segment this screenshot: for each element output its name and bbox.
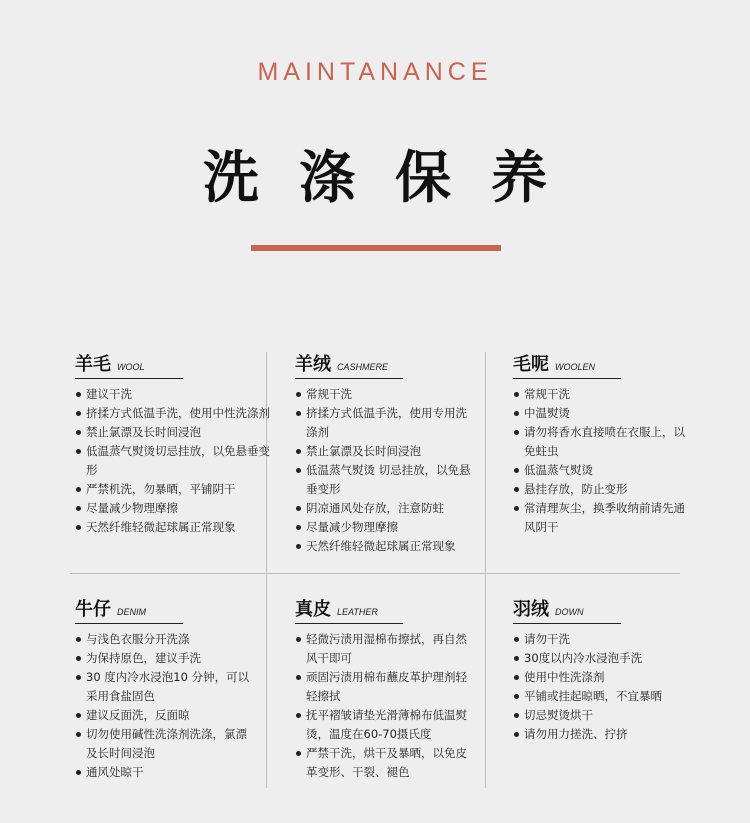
care-item: 中温熨烫 bbox=[513, 404, 693, 423]
care-item: 低温蒸气熨烫 bbox=[513, 461, 693, 480]
care-item: 建议干洗 bbox=[75, 385, 275, 404]
care-item: 30度以内冷水浸泡手洗 bbox=[513, 649, 693, 668]
section-cashmere bbox=[295, 350, 475, 556]
section-title: 牛仔 DENIM bbox=[75, 595, 183, 624]
care-item: 与浅色衣服分开洗涤 bbox=[75, 630, 255, 649]
care-item: 挤揉方式低温手洗，使用专用洗涤剂 bbox=[295, 404, 475, 442]
care-list bbox=[513, 630, 693, 744]
care-item: 悬挂存放，防止变形 bbox=[513, 480, 693, 499]
chinese-title: 洗涤保养 bbox=[203, 146, 587, 211]
section-down bbox=[513, 595, 693, 744]
care-item: 使用中性洗涤剂 bbox=[513, 668, 693, 687]
care-item: 挤揉方式低温手洗，使用中性洗涤剂 bbox=[75, 404, 275, 423]
section-title: 毛呢 WOOLEN bbox=[513, 350, 621, 379]
section-title: 羊绒 CASHMERE bbox=[295, 350, 403, 379]
care-item: 请勿干洗 bbox=[513, 630, 693, 649]
care-item: 切勿使用碱性洗涤剂洗涤，氯漂及长时间浸泡 bbox=[75, 725, 255, 763]
care-item: 禁止氯漂及长时间浸泡 bbox=[295, 442, 475, 461]
care-item: 通风处晾干 bbox=[75, 763, 255, 782]
section-denim bbox=[75, 595, 255, 782]
english-title: MAINTANANCE bbox=[257, 58, 493, 86]
divider-horizontal bbox=[70, 573, 680, 574]
section-leather bbox=[295, 595, 475, 782]
care-item: 低温蒸气熨烫切忌挂放，以免悬垂变形 bbox=[75, 442, 275, 480]
care-item: 常清理灰尘，换季收纳前请先通风阴干 bbox=[513, 499, 693, 537]
care-item: 低温蒸气熨烫 切忌挂放，以免悬垂变形 bbox=[295, 461, 475, 499]
care-item: 轻微污渍用湿棉布擦拭，再自然风干即可 bbox=[295, 630, 475, 668]
care-item: 天然纤维轻微起球属正常现象 bbox=[75, 518, 275, 537]
care-item: 阴凉通风处存放，注意防蛀 bbox=[295, 499, 475, 518]
accent-rule bbox=[251, 245, 501, 251]
care-item: 天然纤维轻微起球属正常现象 bbox=[295, 537, 475, 556]
care-list bbox=[75, 630, 255, 782]
care-item: 抚平褶皱请垫光滑薄棉布低温熨烫，温度在60-70摄氏度 bbox=[295, 706, 475, 744]
section-title: 羽绒 DOWN bbox=[513, 595, 621, 624]
care-item: 尽量减少物理摩擦 bbox=[75, 499, 275, 518]
care-item: 请勿将香水直接喷在衣服上，以免蛀虫 bbox=[513, 423, 693, 461]
section-wool bbox=[75, 350, 275, 537]
care-list bbox=[295, 385, 475, 556]
care-item: 平铺或挂起晾晒，不宜暴晒 bbox=[513, 687, 693, 706]
care-item: 严禁机洗，勿暴晒，平铺阴干 bbox=[75, 480, 275, 499]
section-title: 羊毛 WOOL bbox=[75, 350, 183, 379]
care-item: 请勿用力搓洗、拧挤 bbox=[513, 725, 693, 744]
care-item: 切忌熨烫烘干 bbox=[513, 706, 693, 725]
section-title: 真皮 LEATHER bbox=[295, 595, 403, 624]
care-list bbox=[75, 385, 275, 537]
care-list bbox=[295, 630, 475, 782]
section-woolen bbox=[513, 350, 693, 537]
care-item: 禁止氯漂及长时间浸泡 bbox=[75, 423, 275, 442]
care-item: 尽量减少物理摩擦 bbox=[295, 518, 475, 537]
care-item: 顽固污渍用棉布蘸皮革护理剂轻轻擦拭 bbox=[295, 668, 475, 706]
care-item: 30 度内冷水浸泡10 分钟，可以采用食盐固色 bbox=[75, 668, 255, 706]
care-list bbox=[513, 385, 693, 537]
care-item: 为保持原色，建议手洗 bbox=[75, 649, 255, 668]
care-item: 常规干洗 bbox=[513, 385, 693, 404]
care-item: 严禁干洗，烘干及暴晒，以免皮革变形、干裂、褪色 bbox=[295, 744, 475, 782]
divider-vertical-2 bbox=[485, 352, 486, 788]
care-item: 建议反面洗，反面晾 bbox=[75, 706, 255, 725]
care-item: 常规干洗 bbox=[295, 385, 475, 404]
